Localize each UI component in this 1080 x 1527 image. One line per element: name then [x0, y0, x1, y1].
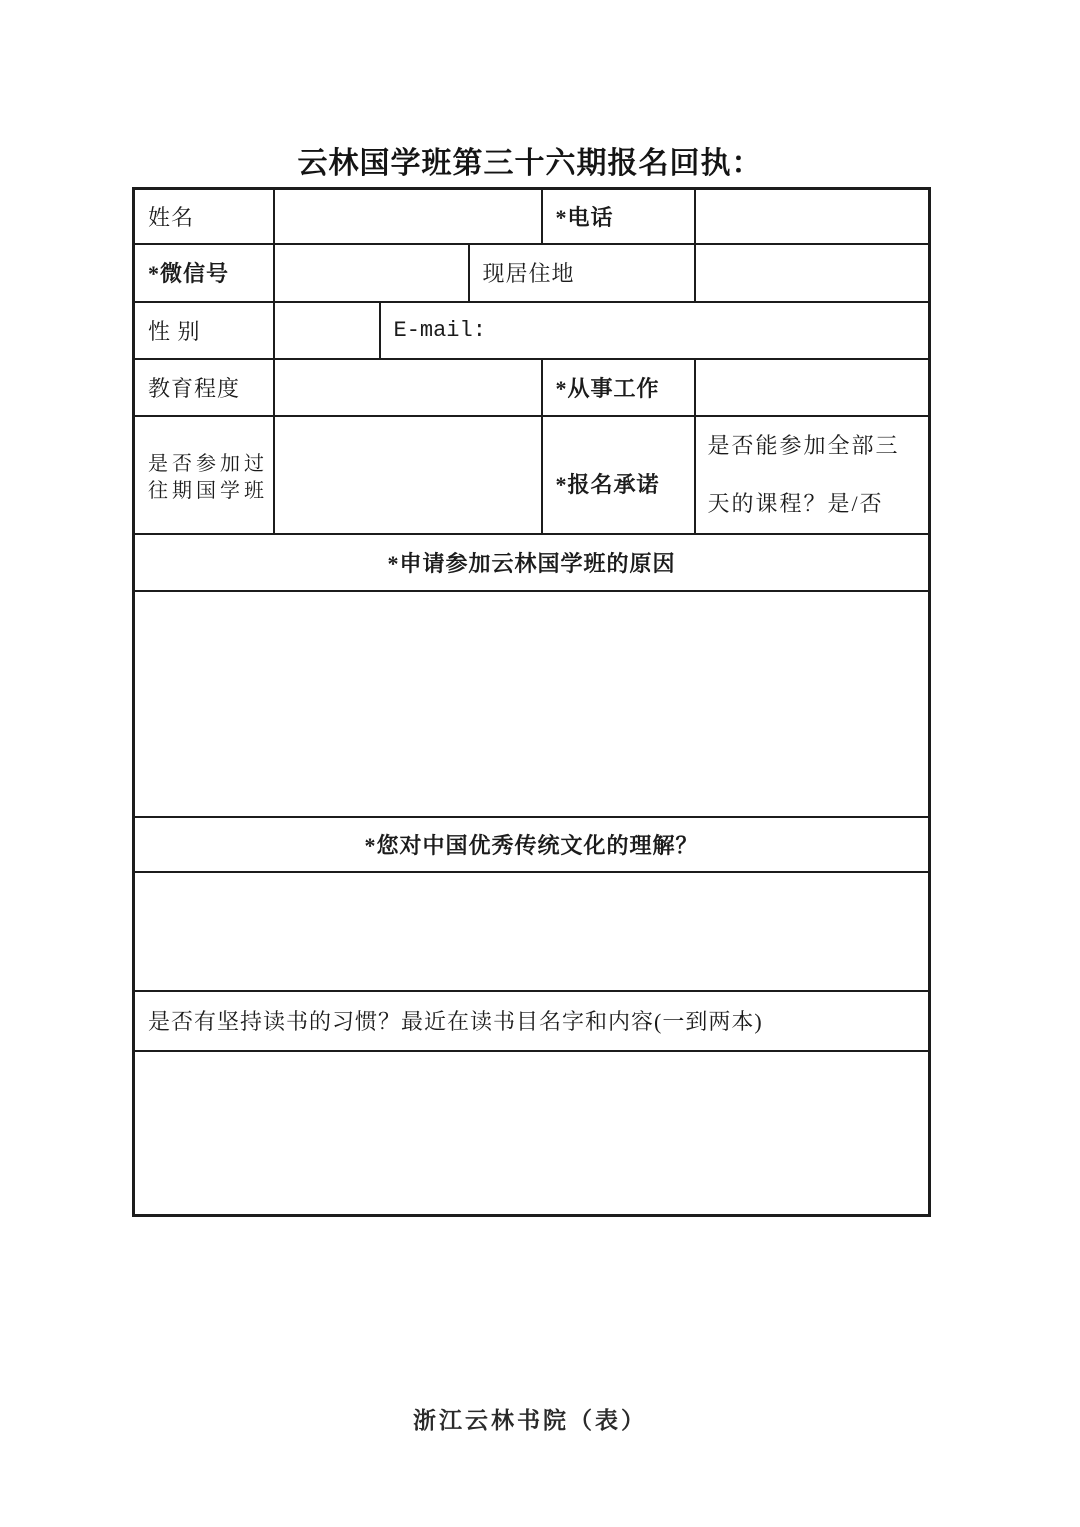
row-pastclass-promise — [134, 416, 930, 534]
row-wechat-residence — [134, 244, 930, 302]
past-class-label — [134, 416, 274, 534]
past-class-label-line1: 是否参加过 — [148, 452, 268, 475]
page-footer: 浙江云林书院（表） — [413, 1408, 647, 1433]
work-field[interactable] — [695, 359, 930, 416]
promise-question — [695, 416, 930, 534]
gender-label: 性 别 — [134, 302, 274, 359]
residence-label: 现居住地 — [469, 244, 695, 302]
gender-field[interactable] — [274, 302, 380, 359]
residence-field[interactable] — [695, 244, 930, 302]
reading-field[interactable] — [134, 1051, 930, 1216]
past-class-field[interactable] — [274, 416, 542, 534]
wechat-label: *微信号 — [134, 244, 274, 302]
promise-question-line1: 是否能参加全部三 — [707, 432, 900, 458]
work-label: *从事工作 — [542, 359, 695, 416]
row-reading-answer — [134, 1051, 930, 1216]
education-field[interactable] — [274, 359, 542, 416]
reason-field[interactable] — [134, 591, 930, 817]
phone-label: *电话 — [542, 189, 695, 244]
email-label: E-mail: — [380, 302, 930, 359]
row-education-work — [134, 359, 930, 416]
promise-label: *报名承诺 — [542, 416, 695, 534]
row-reason-header — [134, 534, 930, 591]
row-gender-email — [134, 302, 930, 359]
promise-question-line2: 天的课程？是/否 — [707, 490, 884, 516]
reason-section-header: *申请参加云林国学班的原因 — [134, 534, 930, 591]
phone-field[interactable] — [695, 189, 930, 244]
culture-field[interactable] — [134, 872, 930, 991]
row-culture-header — [134, 817, 930, 872]
wechat-field[interactable] — [274, 244, 469, 302]
row-name-phone — [134, 189, 930, 244]
page-title: 云林国学班第三十六期报名回执： — [297, 147, 763, 180]
education-label: 教育程度 — [134, 359, 274, 416]
reading-section-header: 是否有坚持读书的习惯？最近在读书目名字和内容(一到两本) — [134, 991, 930, 1051]
name-label: 姓名 — [134, 189, 274, 244]
culture-section-header: *您对中国优秀传统文化的理解？ — [134, 817, 930, 872]
row-culture-answer — [134, 872, 930, 991]
name-field[interactable] — [274, 189, 542, 244]
registration-form-table — [132, 187, 931, 1217]
row-reason-answer — [134, 591, 930, 817]
row-reading-header — [134, 991, 930, 1051]
past-class-label-line2: 往期国学班 — [148, 479, 268, 502]
